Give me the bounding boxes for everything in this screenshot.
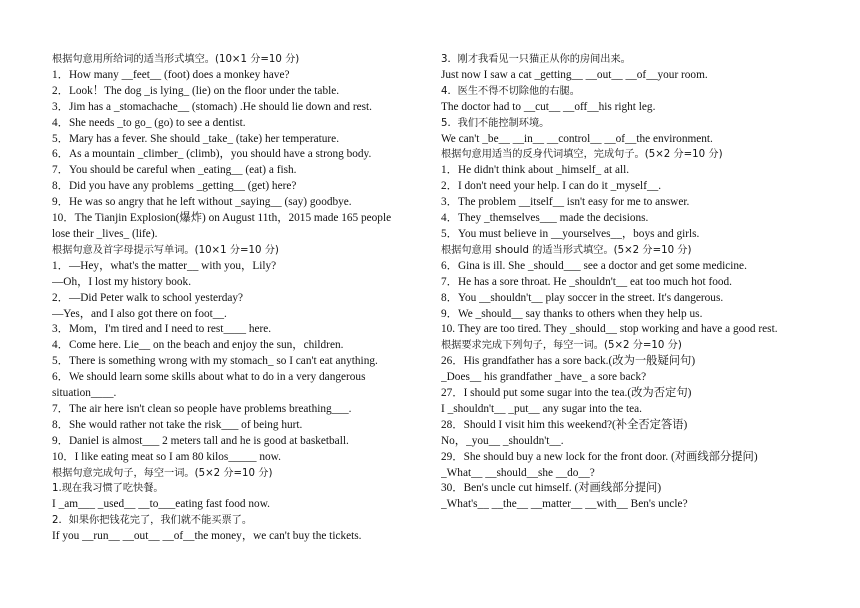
exercise-line: 4．Come here. Lie__ on the beach and enjoy the sun，children. [52, 339, 344, 352]
exercise-line: 6．Gina is ill. She _should___ see a doctor and get some medicine. [441, 259, 747, 272]
exercise-line: 27．I should put some sugar into the tea.(改为否定句) [441, 387, 692, 400]
exercise-line: 4．They _themselves___ made the decisions. [441, 212, 649, 225]
left-column [52, 52, 438, 545]
exercise-line: —Yes，and I also got there on foot__. [52, 307, 227, 320]
section-heading: 根据要求完成下列句子，每空一词。(5×2 分=10 分) [441, 340, 682, 352]
exercise-line: 3．Jim has a _stomachache__ (stomach) .He should lie down and rest. [52, 100, 373, 113]
exercise-line: The doctor had to __cut__ __off__his right leg. [441, 100, 656, 113]
exercise-line: I _shouldn't__ _put__ any sugar into the tea. [441, 402, 642, 415]
exercise-line: 3．Mom，I'm tired and I need to rest____ here. [52, 323, 272, 336]
exercise-line: situation____. [52, 387, 117, 400]
exercise-line: 6．As a mountain _climber_ (climb)，you should have a strong body. [52, 148, 372, 161]
exercise-line: 6．We should learn some skills about what to do in a very dangerous [52, 371, 366, 384]
exercise-line: 29．She should buy a new lock for the front door. (对画线部分提问) [441, 450, 758, 463]
exercise-line: 3．The problem __itself__ isn't easy for me to answer. [441, 196, 690, 209]
exercise-line: 2．I don't need your help. I can do it _myself__. [441, 180, 662, 193]
exercise-line: No，_you__ _shouldn't__. [441, 434, 564, 447]
exercise-line: 9．He was so angry that he left without _saying__ (say) goodbye. [52, 196, 352, 209]
exercise-line: 2．如果你把钱花完了，我们就不能买票了。 [52, 515, 253, 527]
exercise-line: 28．Should I visit him this weekend?(补全否定答语) [441, 418, 688, 431]
exercise-line: 8．She would rather not take the risk___ of being hurt. [52, 418, 303, 431]
right-column [441, 52, 826, 513]
exercise-line: 7．He has a sore throat. He _shouldn't__ eat too much hot food. [441, 275, 732, 288]
exercise-line: If you __run__ __out__ __of__the money，we can't buy the tickets. [52, 530, 362, 543]
exercise-line: 2．—Did Peter walk to school yesterday? [52, 291, 244, 304]
exercise-line: 5．There is something wrong with my stomach_ so I can't eat anything. [52, 355, 378, 368]
exercise-line: I _am___ _used__ __to___eating fast food now. [52, 498, 270, 511]
exercise-line: 5．You must believe in __yourselves__，boys and girls. [441, 227, 700, 240]
exercise-line: 3．刚才我看见一只猫正从你的房间出来。 [441, 54, 631, 65]
section-heading: 根据句意及首字母提示写单词。(10×1 分=10 分) [52, 244, 279, 256]
exercise-line: _Does__ his grandfather _have_ a sore back? [441, 371, 647, 384]
exercise-line: 10．I like eating meat so I am 80 kilos_____ now. [52, 450, 281, 463]
exercise-line: 10．The Tianjin Explosion(爆炸) on August 11th，2015 made 165 people [52, 212, 392, 225]
exercise-line: —Oh，I lost my history book. [52, 275, 192, 288]
exercise-line: 5．我们不能控制环境。 [441, 117, 550, 129]
exercise-line: 10. They are too tired. They _should__ stop working and have a good rest. [441, 323, 778, 336]
section-heading: 根据句意用 should 的适当形式填空。(5×2 分=10 分) [441, 244, 692, 256]
exercise-line: 30．Ben's uncle cut himself. (对画线部分提问) [441, 482, 662, 495]
exercise-line: 26．His grandfather has a sore back.(改为一般疑问句) [441, 355, 696, 368]
section-heading: 根据句意用所给词的适当形式填空。(10×1 分=10 分) [52, 54, 300, 65]
exercise-line: Just now I saw a cat _getting__ __out__ __of__your room. [441, 68, 708, 81]
exercise-line: 9．Daniel is almost___ 2 meters tall and he is good at basketball. [52, 434, 349, 447]
exercise-line: _What's__ __the__ __matter__ __with__ Ben's uncle? [441, 498, 688, 511]
exercise-line: lose their _lives_ (life). [52, 227, 158, 240]
exercise-line: 8．Did you have any problems _getting__ (get) here? [52, 180, 297, 193]
exercise-line: 2．Look！The dog _is lying_ (lie) on the floor under the table. [52, 84, 340, 97]
exercise-line: 4．医生不得不切除他的右腿。 [441, 85, 580, 97]
exercise-line: 7．The air here isn't clean so people have problems breathing___. [52, 402, 352, 415]
section-heading: 根据句意完成句子，每空一词。(5×2 分=10 分) [52, 467, 273, 479]
exercise-line: 5．Mary has a fever. She should _take_ (take) her temperature. [52, 132, 340, 145]
exercise-line: 7．You should be careful when _eating__ (eat) a fish. [52, 164, 297, 177]
exercise-line: 1．How many __feet__ (foot) does a monkey have? [52, 68, 290, 81]
exercise-line: 1.现在我习惯了吃快餐。 [52, 483, 164, 495]
exercise-line: 8．You __shouldn't__ play soccer in the street. It's dangerous. [441, 291, 724, 304]
exercise-line: _What__ __should__she __do__? [441, 466, 595, 479]
section-heading: 根据句意用适当的反身代词填空，完成句子。(5×2 分=10 分) [441, 149, 723, 161]
exercise-line: 9．We _should__ say thanks to others when they help us. [441, 307, 703, 320]
exercise-line: 1．—Hey，what's the matter__ with you，Lily? [52, 259, 277, 272]
exercise-line: We can't _be__ __in__ __control__ __of__the environment. [441, 132, 713, 145]
exercise-line: 4．She needs _to go_ (go) to see a dentist. [52, 116, 246, 129]
exercise-line: 1．He didn't think about _himself_ at all. [441, 164, 630, 177]
